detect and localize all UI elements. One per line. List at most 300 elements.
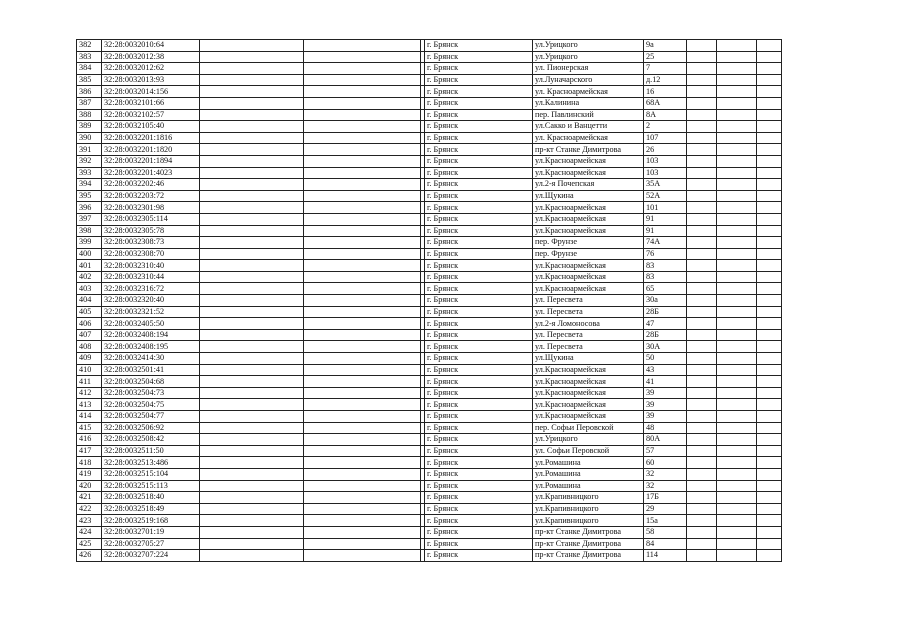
empty-cell [687, 538, 717, 550]
empty-cell [757, 155, 782, 167]
empty-cell [757, 86, 782, 98]
cadastral-number: 32:28:0032515:113 [102, 480, 200, 492]
empty-cell [304, 318, 421, 330]
street: пр-кт Станке Димитрова [533, 144, 644, 156]
row-number: 396 [77, 202, 102, 214]
street: ул.Красноармейская [533, 202, 644, 214]
table-row [77, 179, 782, 191]
empty-cell [757, 271, 782, 283]
empty-cell [687, 318, 717, 330]
table-row [77, 434, 782, 446]
house-number: 80А [644, 434, 687, 446]
empty-cell [687, 295, 717, 307]
empty-cell [717, 376, 757, 388]
street: ул.Крапивницкого [533, 492, 644, 504]
row-number: 383 [77, 51, 102, 63]
row-number: 384 [77, 63, 102, 75]
city: г. Брянск [425, 411, 533, 423]
row-number: 419 [77, 468, 102, 480]
empty-cell [757, 376, 782, 388]
empty-cell [717, 74, 757, 86]
city: г. Брянск [425, 550, 533, 562]
row-number: 423 [77, 515, 102, 527]
street: пер. Софьи Перовской [533, 422, 644, 434]
empty-cell [687, 260, 717, 272]
row-number: 401 [77, 260, 102, 272]
empty-cell [717, 550, 757, 562]
table-row [77, 457, 782, 469]
table-row [77, 74, 782, 86]
city: г. Брянск [425, 132, 533, 144]
empty-cell [717, 306, 757, 318]
empty-cell [717, 260, 757, 272]
empty-cell [757, 74, 782, 86]
city: г. Брянск [425, 271, 533, 283]
empty-cell [200, 63, 304, 75]
row-number: 403 [77, 283, 102, 295]
table-row [77, 225, 782, 237]
empty-cell [757, 97, 782, 109]
row-number: 400 [77, 248, 102, 260]
empty-cell [757, 318, 782, 330]
empty-cell [717, 387, 757, 399]
empty-cell [717, 480, 757, 492]
empty-cell [687, 144, 717, 156]
row-number: 393 [77, 167, 102, 179]
empty-cell [757, 248, 782, 260]
empty-cell [717, 353, 757, 365]
empty-cell [200, 51, 304, 63]
cadastral-number: 32:28:0032408:195 [102, 341, 200, 353]
empty-cell [200, 271, 304, 283]
row-number: 386 [77, 86, 102, 98]
house-number: 30А [644, 341, 687, 353]
cadastral-number: 32:28:0032301:98 [102, 202, 200, 214]
row-number: 391 [77, 144, 102, 156]
empty-cell [304, 86, 421, 98]
empty-cell [304, 213, 421, 225]
city: г. Брянск [425, 503, 533, 515]
empty-cell [304, 179, 421, 191]
empty-cell [757, 329, 782, 341]
empty-cell [717, 132, 757, 144]
empty-cell [717, 318, 757, 330]
row-number: 411 [77, 376, 102, 388]
empty-cell [687, 341, 717, 353]
city: г. Брянск [425, 63, 533, 75]
empty-cell [200, 318, 304, 330]
empty-cell [304, 283, 421, 295]
empty-cell [200, 213, 304, 225]
table-row [77, 515, 782, 527]
cadastral-number: 32:28:0032010:64 [102, 40, 200, 52]
cadastral-number: 32:28:0032308:73 [102, 237, 200, 249]
cadastral-number: 32:28:0032705:27 [102, 538, 200, 550]
empty-cell [200, 480, 304, 492]
empty-cell [687, 515, 717, 527]
empty-cell [304, 237, 421, 249]
empty-cell [200, 411, 304, 423]
empty-cell [304, 329, 421, 341]
empty-cell [687, 364, 717, 376]
empty-cell [687, 74, 717, 86]
city: г. Брянск [425, 480, 533, 492]
table-row [77, 376, 782, 388]
street: ул. Красноармейская [533, 132, 644, 144]
empty-cell [304, 341, 421, 353]
empty-cell [304, 144, 421, 156]
table-row [77, 364, 782, 376]
street: ул.Крапивницкого [533, 503, 644, 515]
empty-cell [200, 306, 304, 318]
empty-cell [717, 503, 757, 515]
empty-cell [757, 283, 782, 295]
empty-cell [757, 353, 782, 365]
table-row [77, 399, 782, 411]
city: г. Брянск [425, 144, 533, 156]
empty-cell [717, 283, 757, 295]
street: ул.Красноармейская [533, 376, 644, 388]
empty-cell [687, 329, 717, 341]
empty-cell [757, 399, 782, 411]
table-row [77, 422, 782, 434]
table-row [77, 63, 782, 75]
empty-cell [304, 480, 421, 492]
empty-cell [304, 387, 421, 399]
street: ул.Красноармейская [533, 387, 644, 399]
empty-cell [717, 422, 757, 434]
empty-cell [200, 74, 304, 86]
empty-cell [304, 306, 421, 318]
empty-cell [687, 526, 717, 538]
city: г. Брянск [425, 434, 533, 446]
table-row [77, 468, 782, 480]
street: ул.Красноармейская [533, 213, 644, 225]
house-number: 9а [644, 40, 687, 52]
house-number: 83 [644, 271, 687, 283]
cadastral-number: 32:28:0032515:104 [102, 468, 200, 480]
empty-cell [757, 260, 782, 272]
empty-cell [757, 434, 782, 446]
empty-cell [304, 422, 421, 434]
empty-cell [304, 468, 421, 480]
cadastral-number: 32:28:0032310:40 [102, 260, 200, 272]
empty-cell [200, 353, 304, 365]
empty-cell [717, 202, 757, 214]
empty-cell [757, 538, 782, 550]
table-row [77, 213, 782, 225]
empty-cell [200, 260, 304, 272]
city: г. Брянск [425, 179, 533, 191]
empty-cell [304, 353, 421, 365]
street: ул.Луначарского [533, 74, 644, 86]
table-row [77, 155, 782, 167]
house-number: 65 [644, 283, 687, 295]
table-row [77, 538, 782, 550]
street: пер. Павлинский [533, 109, 644, 121]
house-number: 7 [644, 63, 687, 75]
empty-cell [200, 526, 304, 538]
empty-cell [304, 492, 421, 504]
house-number: 60 [644, 457, 687, 469]
empty-cell [717, 97, 757, 109]
row-number: 425 [77, 538, 102, 550]
street: ул.2-я Почепская [533, 179, 644, 191]
row-number: 409 [77, 353, 102, 365]
empty-cell [304, 51, 421, 63]
row-number: 421 [77, 492, 102, 504]
empty-cell [687, 271, 717, 283]
empty-cell [304, 40, 421, 52]
empty-cell [200, 538, 304, 550]
cadastral-number: 32:28:0032414:30 [102, 353, 200, 365]
empty-cell [757, 63, 782, 75]
empty-cell [304, 248, 421, 260]
city: г. Брянск [425, 457, 533, 469]
empty-cell [687, 492, 717, 504]
street: ул.Красноармейская [533, 283, 644, 295]
table-row [77, 144, 782, 156]
empty-cell [717, 109, 757, 121]
empty-cell [687, 422, 717, 434]
table-row [77, 121, 782, 133]
empty-cell [757, 457, 782, 469]
street: ул.Урицкого [533, 434, 644, 446]
empty-cell [304, 190, 421, 202]
empty-cell [757, 237, 782, 249]
empty-cell [757, 468, 782, 480]
empty-cell [717, 155, 757, 167]
empty-cell [304, 97, 421, 109]
street: ул.Крапивницкого [533, 515, 644, 527]
empty-cell [687, 434, 717, 446]
empty-cell [687, 51, 717, 63]
empty-cell [717, 144, 757, 156]
street: пер. Фрунзе [533, 237, 644, 249]
city: г. Брянск [425, 318, 533, 330]
table-row [77, 51, 782, 63]
empty-cell [200, 97, 304, 109]
empty-cell [687, 190, 717, 202]
row-number: 404 [77, 295, 102, 307]
empty-cell [717, 190, 757, 202]
cadastral-number: 32:28:0032305:114 [102, 213, 200, 225]
row-number: 426 [77, 550, 102, 562]
table-row [77, 190, 782, 202]
city: г. Брянск [425, 364, 533, 376]
empty-cell [200, 503, 304, 515]
table-row [77, 167, 782, 179]
empty-cell [757, 503, 782, 515]
house-number: 32 [644, 480, 687, 492]
street: ул.Ромашина [533, 457, 644, 469]
cadastral-number: 32:28:0032518:40 [102, 492, 200, 504]
house-number: 74А [644, 237, 687, 249]
city: г. Брянск [425, 109, 533, 121]
empty-cell [687, 225, 717, 237]
city: г. Брянск [425, 155, 533, 167]
row-number: 415 [77, 422, 102, 434]
empty-cell [757, 306, 782, 318]
house-number: 103 [644, 155, 687, 167]
cadastral-number: 32:28:0032105:40 [102, 121, 200, 133]
city: г. Брянск [425, 306, 533, 318]
empty-cell [757, 179, 782, 191]
street: пер. Фрунзе [533, 248, 644, 260]
city: г. Брянск [425, 538, 533, 550]
city: г. Брянск [425, 248, 533, 260]
empty-cell [717, 492, 757, 504]
empty-cell [687, 480, 717, 492]
row-number: 390 [77, 132, 102, 144]
row-number: 405 [77, 306, 102, 318]
city: г. Брянск [425, 526, 533, 538]
table-row [77, 260, 782, 272]
cadastral-number: 32:28:0032201:1894 [102, 155, 200, 167]
empty-cell [304, 457, 421, 469]
empty-cell [757, 167, 782, 179]
row-number: 392 [77, 155, 102, 167]
city: г. Брянск [425, 86, 533, 98]
cadastral-number: 32:28:0032408:194 [102, 329, 200, 341]
house-number: 2 [644, 121, 687, 133]
empty-cell [717, 63, 757, 75]
house-number: 28Б [644, 329, 687, 341]
row-number: 417 [77, 445, 102, 457]
empty-cell [200, 445, 304, 457]
empty-cell [200, 329, 304, 341]
empty-cell [304, 167, 421, 179]
street: пр-кт Станке Димитрова [533, 538, 644, 550]
empty-cell [200, 132, 304, 144]
house-number: 35А [644, 179, 687, 191]
empty-cell [304, 155, 421, 167]
street: ул.Красноармейская [533, 167, 644, 179]
house-number: 8А [644, 109, 687, 121]
row-number: 389 [77, 121, 102, 133]
empty-cell [687, 121, 717, 133]
city: г. Брянск [425, 40, 533, 52]
empty-cell [757, 213, 782, 225]
empty-cell [687, 248, 717, 260]
table-row [77, 109, 782, 121]
table-row [77, 271, 782, 283]
house-number: 32 [644, 468, 687, 480]
cadastral-number: 32:28:0032519:168 [102, 515, 200, 527]
house-number: 50 [644, 353, 687, 365]
city: г. Брянск [425, 121, 533, 133]
empty-cell [200, 179, 304, 191]
row-number: 422 [77, 503, 102, 515]
table-row [77, 40, 782, 52]
city: г. Брянск [425, 225, 533, 237]
empty-cell [687, 132, 717, 144]
empty-cell [717, 411, 757, 423]
empty-cell [304, 550, 421, 562]
house-number: 57 [644, 445, 687, 457]
empty-cell [687, 445, 717, 457]
empty-cell [717, 399, 757, 411]
empty-cell [687, 109, 717, 121]
table-row [77, 97, 782, 109]
empty-cell [757, 190, 782, 202]
empty-cell [757, 411, 782, 423]
city: г. Брянск [425, 376, 533, 388]
empty-cell [757, 121, 782, 133]
empty-cell [717, 86, 757, 98]
city: г. Брянск [425, 341, 533, 353]
row-number: 413 [77, 399, 102, 411]
row-number: 412 [77, 387, 102, 399]
table-row [77, 202, 782, 214]
empty-cell [687, 97, 717, 109]
empty-cell [687, 468, 717, 480]
cadastral-number: 32:28:0032316:72 [102, 283, 200, 295]
house-number: 17Б [644, 492, 687, 504]
empty-cell [200, 144, 304, 156]
city: г. Брянск [425, 51, 533, 63]
empty-cell [200, 376, 304, 388]
cadastral-number: 32:28:0032518:49 [102, 503, 200, 515]
table-row [77, 480, 782, 492]
document-page [76, 39, 782, 562]
row-number: 398 [77, 225, 102, 237]
row-number: 397 [77, 213, 102, 225]
house-number: 16 [644, 86, 687, 98]
table-row [77, 492, 782, 504]
empty-cell [200, 121, 304, 133]
house-number: 84 [644, 538, 687, 550]
cadastral-number: 32:28:0032014:156 [102, 86, 200, 98]
table-row [77, 550, 782, 562]
street: ул.Красноармейская [533, 271, 644, 283]
empty-cell [200, 155, 304, 167]
empty-cell [304, 515, 421, 527]
street: ул.Урицкого [533, 51, 644, 63]
house-number: 48 [644, 422, 687, 434]
table-row [77, 526, 782, 538]
city: г. Брянск [425, 283, 533, 295]
city: г. Брянск [425, 213, 533, 225]
table-row [77, 86, 782, 98]
empty-cell [200, 295, 304, 307]
empty-cell [757, 51, 782, 63]
house-number: 39 [644, 399, 687, 411]
house-number: д.12 [644, 74, 687, 86]
house-number: 15а [644, 515, 687, 527]
empty-cell [200, 341, 304, 353]
table-body [77, 40, 782, 562]
empty-cell [687, 283, 717, 295]
city: г. Брянск [425, 190, 533, 202]
street: ул.Красноармейская [533, 260, 644, 272]
empty-cell [717, 237, 757, 249]
city: г. Брянск [425, 387, 533, 399]
row-number: 418 [77, 457, 102, 469]
house-number: 107 [644, 132, 687, 144]
empty-cell [717, 364, 757, 376]
empty-cell [757, 550, 782, 562]
empty-cell [200, 109, 304, 121]
street: ул.Щукина [533, 190, 644, 202]
empty-cell [200, 399, 304, 411]
cadastral-number: 32:28:0032102:57 [102, 109, 200, 121]
cadastral-number: 32:28:0032012:38 [102, 51, 200, 63]
empty-cell [687, 399, 717, 411]
table-row [77, 445, 782, 457]
house-number: 25 [644, 51, 687, 63]
city: г. Брянск [425, 237, 533, 249]
